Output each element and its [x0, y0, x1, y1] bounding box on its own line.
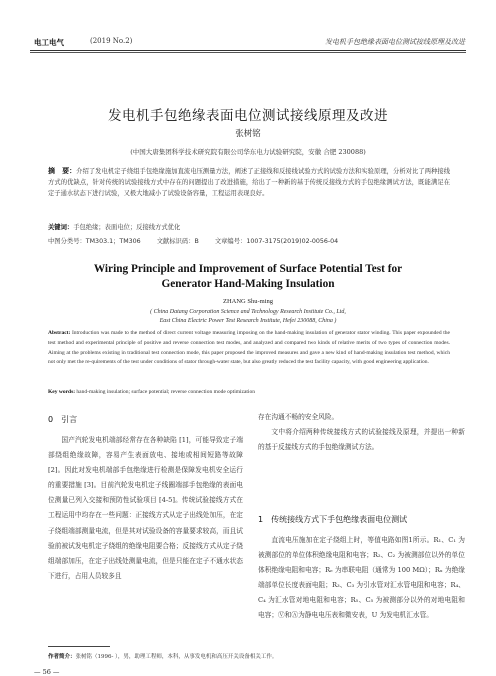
author-footnote: [48, 652, 277, 660]
abstract-en-label: Abstract:: [48, 330, 71, 336]
keywords-en: [48, 389, 255, 395]
title-en: [0, 262, 496, 292]
keywords-en-text: hand-making insulation; surface potential; reverse connection mode optimization: [76, 389, 255, 395]
continuation-paragraph: 存在沟通不畅的安全风险。: [258, 413, 339, 421]
classification-line: [48, 236, 352, 245]
page-number: — 56 —: [34, 668, 60, 676]
footnote-text: 张树铭（1996- ），男，助理工程师，本科，从事发电机和高压开关设备相关工作。: [75, 654, 278, 660]
affiliation-cn: (中国大唐集团科学技术研究院有限公司华东电力试验研究院，安徽 合肥 230088): [130, 148, 366, 156]
abstract-en-text: Introduction was made to the method of direct current voltage measuring imposing on the hand-making insulation of generator stator winding. This paper expounded the test method and experimental principle of positive and reverse connection test modes, and analyzed and compared two kinds of relative merits of two types of connection modes. Aiming at the problems existing in traditional test connection mode, this paper proposed the improved measures and gave a new kind of hand-making insulation test method, which not only met the re-quirements of the test under conditions of stator through-water state, but also greatly reduced the test facility capacity, with good engineering application.: [48, 330, 450, 366]
abstract-en: [48, 329, 450, 368]
article-number: 文章编号：1007-3175(2019)02-0056-04: [214, 238, 339, 245]
keywords-en-label: Key words:: [48, 389, 76, 395]
title-en-line1: Wiring Principle and Improvement of Surface Potential Test for: [93, 263, 403, 275]
journal-issue: (2019 No.2): [90, 37, 133, 45]
keywords-cn: [48, 222, 180, 231]
abstract-cn-text: 介绍了发电机定子绕组手包绝缘施加直流电压测量方法，阐述了正接线和反接线试验方式的试验方法和实验原理，分析对比了两种接线方式的优缺点，针对传统的试验接线方式中存在的问题提出了改进措施，给出了一种新的基于传统反接线方式的手包绝缘测试方法，既能满足在定子通水状态下进行试验，又极大地减小了试验设备容量，工程运用表现良好。: [48, 168, 451, 198]
intro-paragraph: 国产汽轮发电机端部经常存在各种缺陷 [1]，可能导致定子端部绕组绝缘故障，容易产生表面放电、接地或相间短路等故障 [2]。因此对发电机端部手包绝缘进行检测是保障发电机安全运行的重要措施 [3]。目前汽轮发电机定子线圈端部手包绝缘的表面电位测量已列入交接和预防性试验项目 [4-5]。传统试验接线方式在工程运用中均存在一些问题：正接线方式从定子出线处加压，在定子绕组端部测量电流，但是其对试验设备的容量要求较高，而且试验前被试发电机定子绕组的绝缘电阻要合格；反接线方式从定子绕组端部加压，在定子出线处测量电流，但是只能在定子不通水状态下进行，占用人员较多且: [48, 436, 243, 580]
abstract-cn: [48, 166, 450, 200]
affiliation-en-line1: ( China Datang Corporation Science and Technology Research Institute Co., Ltd,: [150, 309, 346, 315]
document-code: 文献标识码：B: [156, 238, 199, 245]
title-en-line2: Generator Hand-Making Insulation: [161, 278, 335, 291]
clc-number: 中图分类号：TM303.1；TM306: [48, 238, 141, 245]
footnote-rule: [48, 646, 110, 647]
keywords-cn-label: 关键词：: [48, 224, 74, 231]
section-heading-intro: 0 引言: [48, 415, 78, 424]
header-rule: [30, 50, 466, 51]
abstract-cn-label: 摘 要：: [48, 167, 77, 175]
section1-paragraph: 直流电压施加在定子绕组上时，等值电路如图1所示。R₁、C₁ 为被测部位的单位体积绝缘电阻和电容；R₂、C₂ 为被测部位以外的单位体积绝缘电阻和电容；Rₑ 为串联电阻（通常为 100 MΩ）；Rₓ 为绝缘端部单位长度表面电阻；R₃、C₃ 为引水管对汇水管电阻和电容；R₄、C₄ 为汇水管对地电阻和电容；R₅、C₅ 为被测部分以外的对地电阻和电容；Ⓥ和Ⓐ为静电电压表和微安表，U 为发电机汇水管。: [258, 536, 465, 620]
section-heading-1: 1 传统接线方式下手包绝缘表面电位测试: [258, 515, 408, 524]
journal-name: 电工电气: [34, 38, 64, 47]
header-rule-thin: [30, 52, 466, 53]
running-title: 发电机手包绝缘表面电位测试接线原理及改进: [325, 38, 465, 46]
footnote-label: 作者简介：: [48, 654, 76, 660]
affiliation-en-line2: East China Electric Power Test Research Institute, Hefei 230088, China ): [159, 318, 337, 324]
right-column-body: [258, 410, 465, 455]
author-cn: 张树铭: [235, 129, 261, 139]
section1-body: [258, 533, 465, 624]
affiliation-en: [0, 308, 496, 326]
keywords-cn-text: 手包绝缘；表面电位；反接线方式优化: [73, 224, 181, 231]
intro-body: [48, 433, 243, 584]
author-en: ZHANG Shu-ming: [222, 298, 273, 305]
paragraph: 文中将介绍两种传统接线方式的试验接线及原理，并提出一种新的基于反接线方式的手包绝缘测试方法。: [258, 428, 465, 452]
page-title: 发电机手包绝缘表面电位测试接线原理及改进: [108, 108, 388, 124]
